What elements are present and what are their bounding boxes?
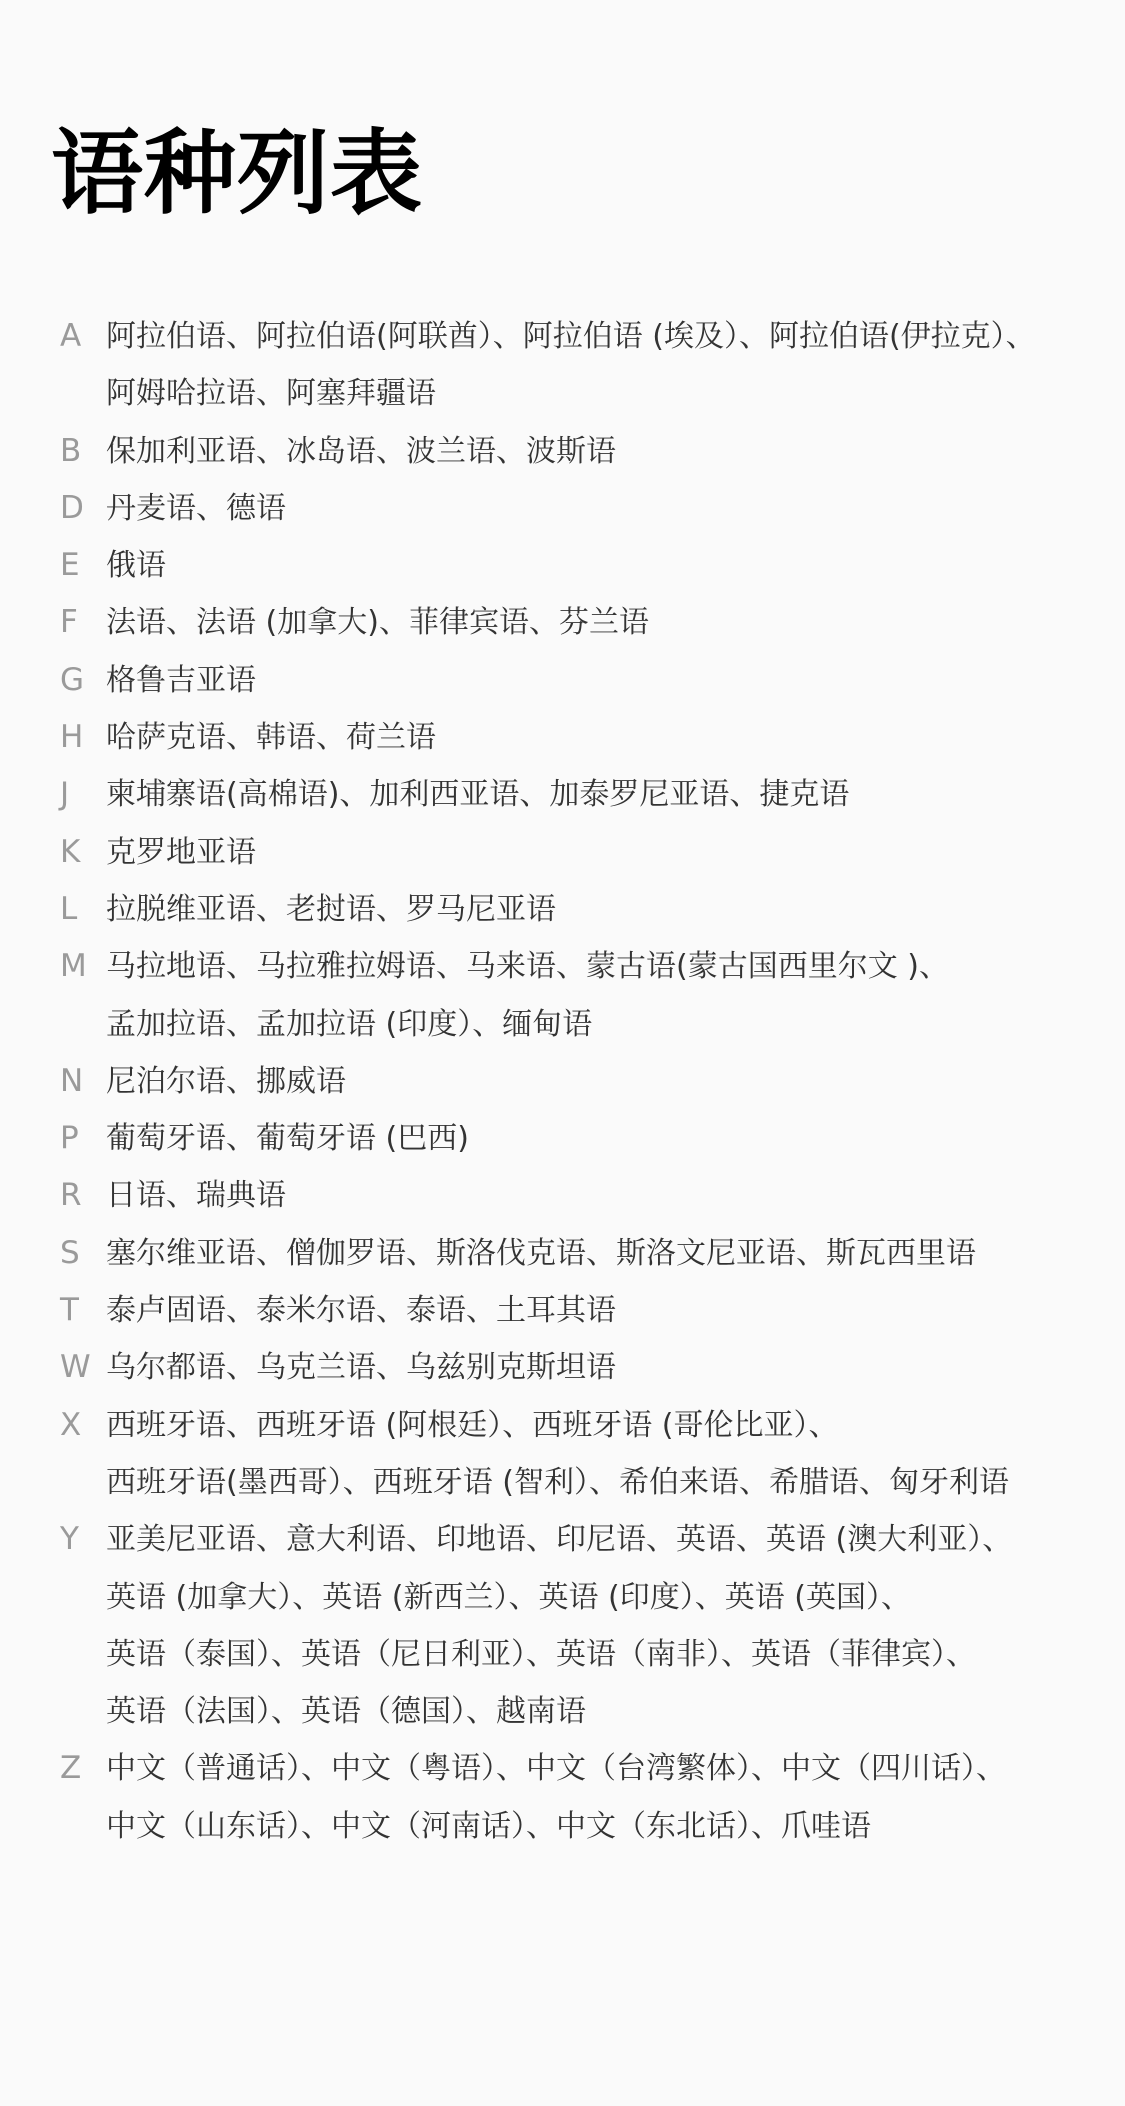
language-names — [106, 308, 1125, 423]
language-names — [106, 537, 1125, 594]
page-title: 语种列表 — [51, 120, 424, 227]
language-line: 英语 (加拿大）、英语 (新西兰）、英语 (印度）、英语 (英国）、 — [106, 1579, 911, 1615]
language-group-p — [0, 1110, 1125, 1167]
language-group-n — [0, 1053, 1125, 1110]
language-names — [106, 1339, 1125, 1396]
index-letter: Z — [60, 1750, 82, 1787]
language-line: 中文（山东话）、中文（河南话）、中文（东北话）、爪哇语 — [106, 1808, 871, 1844]
language-line: 泰卢固语、泰米尔语、泰语、土耳其语 — [106, 1293, 616, 1329]
index-letter: D — [60, 489, 84, 526]
language-line: 乌尔都语、乌克兰语、乌兹别克斯坦语 — [106, 1350, 616, 1386]
language-group-s — [0, 1225, 1125, 1282]
language-group-a — [0, 308, 1125, 423]
language-names — [106, 1740, 1125, 1855]
language-group-k — [0, 824, 1125, 881]
language-group-y — [0, 1511, 1125, 1740]
index-letter: L — [60, 890, 78, 927]
language-list — [0, 308, 1125, 1855]
language-line: 格鲁吉亚语 — [106, 662, 256, 698]
language-names — [106, 1167, 1125, 1224]
language-names — [106, 423, 1125, 480]
language-group-t — [0, 1282, 1125, 1339]
language-line: 柬埔寨语(高棉语)、加利西亚语、加泰罗尼亚语、捷克语 — [106, 777, 850, 813]
language-line: 克罗地亚语 — [106, 834, 256, 870]
index-letter: J — [60, 776, 70, 813]
language-names — [106, 480, 1125, 537]
language-line: 英语（法国）、英语（德国）、越南语 — [106, 1694, 586, 1730]
index-letter: S — [60, 1234, 80, 1271]
language-names — [106, 1282, 1125, 1339]
language-names — [106, 1397, 1125, 1512]
index-letter: N — [60, 1062, 84, 1099]
language-names — [106, 652, 1125, 709]
language-line: 阿拉伯语、阿拉伯语(阿联酋）、阿拉伯语 (埃及）、阿拉伯语(伊拉克）、 — [106, 319, 1036, 354]
language-line: 孟加拉语、孟加拉语 (印度）、缅甸语 — [106, 1006, 593, 1042]
language-group-x — [0, 1397, 1125, 1512]
language-line: 尼泊尔语、挪威语 — [106, 1063, 346, 1099]
language-line: 拉脱维亚语、老挝语、罗马尼亚语 — [106, 891, 556, 927]
language-line: 阿姆哈拉语、阿塞拜疆语 — [106, 376, 436, 412]
language-names — [106, 1511, 1125, 1740]
language-group-j — [0, 766, 1125, 823]
language-names — [106, 824, 1125, 881]
index-letter: K — [60, 833, 81, 870]
language-group-m — [0, 938, 1125, 1053]
language-line: 塞尔维亚语、僧伽罗语、斯洛伐克语、斯洛文尼亚语、斯瓦西里语 — [106, 1235, 976, 1271]
language-names — [106, 881, 1125, 938]
language-line: 西班牙语、西班牙语 (阿根廷）、西班牙语 (哥伦比亚）、 — [106, 1407, 839, 1443]
index-letter: Y — [60, 1521, 79, 1558]
language-group-w — [0, 1339, 1125, 1396]
index-letter: P — [60, 1120, 79, 1157]
language-line: 日语、瑞典语 — [106, 1178, 286, 1214]
language-names — [106, 766, 1125, 823]
index-letter: M — [60, 948, 87, 985]
index-letter: A — [60, 318, 82, 354]
index-letter: G — [60, 661, 85, 698]
language-names — [106, 709, 1125, 766]
index-letter: F — [60, 604, 78, 641]
language-line: 中文（普通话）、中文（粤语）、中文（台湾繁体）、中文（四川话）、 — [106, 1751, 1006, 1787]
language-names — [106, 594, 1125, 651]
language-group-z — [0, 1740, 1125, 1855]
language-group-e — [0, 537, 1125, 594]
language-line: 丹麦语、德语 — [106, 490, 286, 526]
language-line: 保加利亚语、冰岛语、波兰语、波斯语 — [106, 433, 616, 469]
index-letter: E — [60, 547, 80, 584]
language-line: 俄语 — [106, 548, 166, 584]
language-names — [106, 938, 1125, 1053]
index-letter: H — [60, 719, 84, 756]
index-letter: R — [60, 1177, 82, 1214]
language-line: 西班牙语(墨西哥）、西班牙语 (智利）、希伯来语、希腊语、匈牙利语 — [106, 1464, 1009, 1500]
language-group-f — [0, 594, 1125, 651]
language-line: 葡萄牙语、葡萄牙语 (巴西) — [106, 1121, 469, 1157]
language-line: 法语、法语 (加拿大)、菲律宾语、芬兰语 — [106, 605, 649, 641]
language-line: 哈萨克语、韩语、荷兰语 — [106, 720, 436, 756]
language-group-h — [0, 709, 1125, 766]
language-names — [106, 1053, 1125, 1110]
language-line: 英语（泰国）、英语（尼日利亚）、英语（南非）、英语（菲律宾）、 — [106, 1636, 976, 1672]
language-names — [106, 1225, 1125, 1282]
language-group-d — [0, 480, 1125, 537]
index-letter: W — [60, 1349, 91, 1386]
language-group-r — [0, 1167, 1125, 1224]
language-names — [106, 1110, 1125, 1167]
index-letter: T — [60, 1292, 79, 1329]
index-letter: X — [60, 1406, 82, 1443]
language-group-b — [0, 423, 1125, 480]
language-group-g — [0, 652, 1125, 709]
language-line: 亚美尼亚语、意大利语、印地语、印尼语、英语、英语 (澳大利亚）、 — [106, 1522, 1013, 1558]
language-group-l — [0, 881, 1125, 938]
index-letter: B — [60, 432, 82, 469]
language-line: 马拉地语、马拉雅拉姆语、马来语、蒙古语(蒙古国西里尔文 )、 — [106, 949, 949, 985]
